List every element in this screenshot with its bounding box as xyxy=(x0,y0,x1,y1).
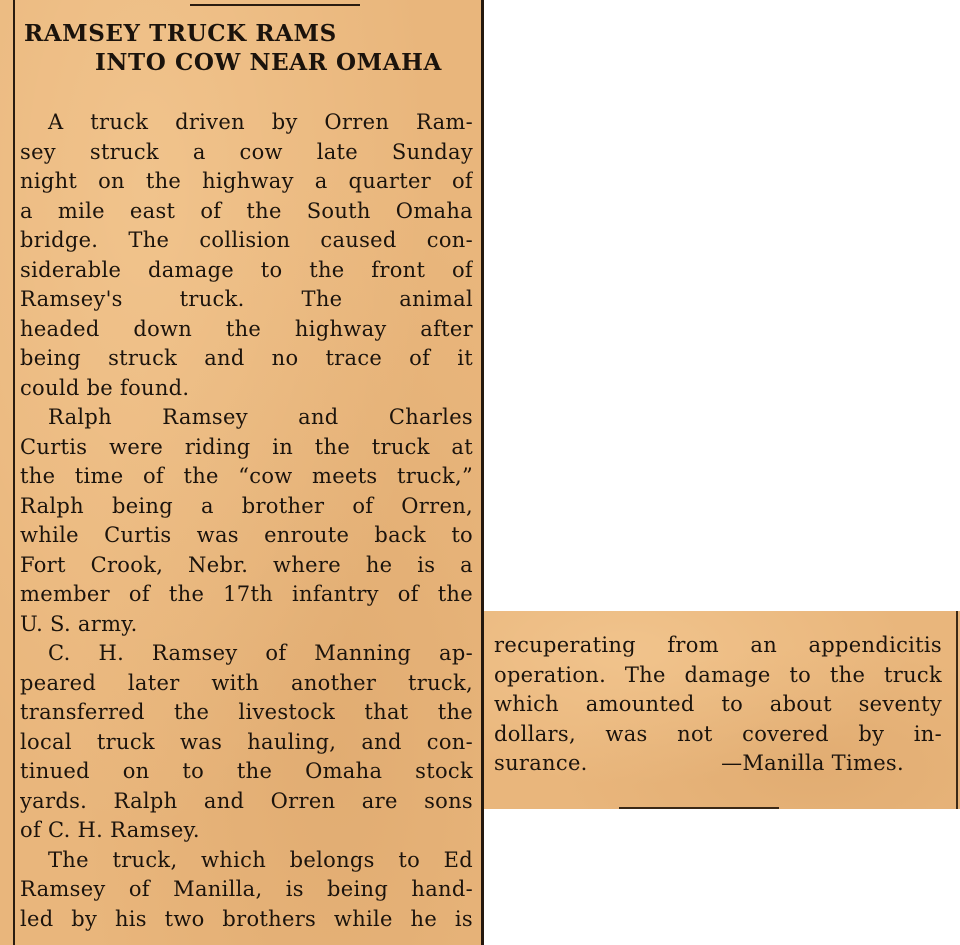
body-line: peared later with another truck, xyxy=(20,670,473,695)
body-line: dollars, was not covered by in- xyxy=(494,721,942,746)
body-line: C. H. Ramsey of Manning ap- xyxy=(48,641,473,665)
body-line: tinued on to the Omaha stock xyxy=(20,759,473,783)
body-line: being struck and no trace of it xyxy=(20,346,473,370)
top-rule xyxy=(190,4,360,6)
body-line: led by his two brothers while he is xyxy=(20,906,473,931)
body-line: U. S. army. xyxy=(20,611,138,636)
body-line-final xyxy=(494,749,942,779)
body-line: sey struck a cow late Sunday xyxy=(20,139,473,164)
body-line: local truck was hauling, and con- xyxy=(20,729,473,754)
headline-line-2: INTO COW NEAR OMAHA xyxy=(95,49,442,76)
body-line: Fort Crook, Nebr. where he is a xyxy=(20,552,473,577)
clipping-continuation-column xyxy=(484,611,960,809)
body-line: bridge. The collision caused con- xyxy=(20,228,473,252)
source-credit: —Manilla Times. xyxy=(721,751,904,775)
body-line: while Curtis was enroute back to xyxy=(20,523,473,547)
body-line: Ramsey of Manilla, is being hand- xyxy=(20,877,473,901)
body-line: recuperating from an appendicitis xyxy=(494,633,942,657)
body-line: Ramsey's truck. The animal xyxy=(20,287,473,311)
body-line: operation. The damage to the truck xyxy=(494,662,942,687)
headline-line-1: RAMSEY TRUCK RAMS xyxy=(24,20,337,47)
end-rule xyxy=(619,807,779,809)
body-line: the time of the “cow meets truck,” xyxy=(20,464,473,488)
body-line: member of the 17th infantry of the xyxy=(20,582,473,606)
column-left-border xyxy=(13,0,15,945)
body-line: headed down the highway after xyxy=(20,316,473,341)
body-line: The truck, which belongs to Ed xyxy=(48,847,473,872)
body-line: could be found. xyxy=(20,375,190,400)
body-line-final-text: surance. xyxy=(494,751,588,775)
continuation-right-border xyxy=(956,611,958,809)
body-line: siderable damage to the front of xyxy=(20,257,473,282)
body-line: of C. H. Ramsey. xyxy=(20,818,200,842)
body-line: night on the highway a quarter of xyxy=(20,169,473,193)
body-line: Ralph Ramsey and Charles xyxy=(48,405,473,429)
body-line: a mile east of the South Omaha xyxy=(20,198,473,223)
body-line: yards. Ralph and Orren are sons xyxy=(20,788,473,813)
body-line: which amounted to about seventy xyxy=(494,692,942,716)
body-line: Ralph being a brother of Orren, xyxy=(20,493,473,518)
article-body-continuation xyxy=(494,631,942,779)
article-body-main xyxy=(20,108,473,934)
body-line: A truck driven by Orren Ram- xyxy=(48,110,473,134)
body-line: Curtis were riding in the truck at xyxy=(20,434,473,459)
body-line: transferred the livestock that the xyxy=(20,700,473,724)
